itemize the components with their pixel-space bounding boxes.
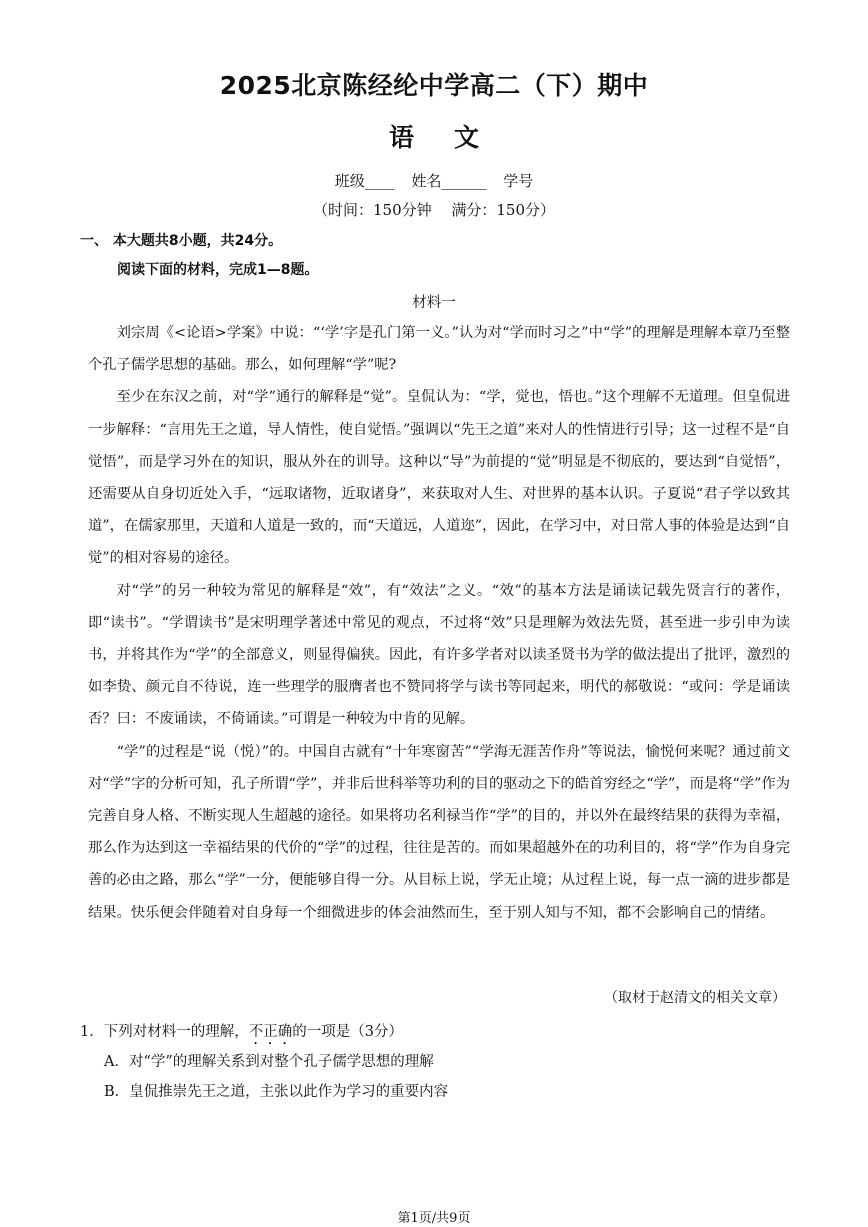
time-score-line: （时间：150分钟 满分：150分） <box>312 201 556 219</box>
page-number: 第1页/共9页 <box>397 1211 471 1226</box>
material-body <box>88 317 790 929</box>
id-field: 学号 <box>503 172 534 190</box>
material-title: 材料一 <box>412 295 456 311</box>
option-a: A．对“学”的理解关系到对整个孔子儒学思想的理解 <box>104 1054 434 1070</box>
material-source: （取材于赵清文的相关文章） <box>604 990 786 1006</box>
exam-title: 2025北京陈经纶中学高二（下）期中 <box>219 71 649 100</box>
class-field: 班级____ <box>334 172 395 190</box>
question-1-stem <box>80 1020 403 1048</box>
section-instruction: 阅读下面的材料，完成1—8题。 <box>117 262 319 278</box>
subject-title: 语文 <box>388 123 519 152</box>
paragraph: “学”的过程是“说（悦）”的。中国自古就有“十年寒窗苦”“学海无涯苦作舟”等说法，愉悦何来呢？通过前文对“学”字的分析可知，孔子所谓“学”，并非后世科举等功利的目的驱动之下的皓首穷经之“学”，而是将“学”作为完善自身人格、不断实现人生超越的途径。如果将功名利禄当作“学”的目的，并以外在最终结果的获得为幸福，那么作为达到这一幸福结果的代价的“学”的过程，往往是苦的。而如果超越外在的功利目的，将“学”作为自身完善的必由之路，那么“学”一分，便能够自得一分。从目标上说，学无止境；从过程上说，每一点一滴的进步都是结果。快乐便会伴随着对自身每一个细微进步的体会油然而生，至于别人知与不知，都不会影响自己的情绪。 <box>88 743 790 921</box>
question-prefix: 1．下列对材料一的理解， <box>80 1024 249 1040</box>
option-b: B．皇侃推崇先王之道，主张以此作为学习的重要内容 <box>104 1084 449 1100</box>
question-emphasis: 不正确 <box>248 1024 293 1040</box>
paragraph: 至少在东汉之前，对“学”通行的解释是“觉”。皇侃认为：“学，觉也，悟也。”这个理解不无道理。但皇侃进一步解释：“言用先王之道，导人情性，使自觉悟。”强调以“先王之道”来对人的性情进行引导；这一过程不是“自觉悟”，而是学习外在的知识，服从外在的训导。这种以“导”为前提的“觉”明显是不彻底的，要达到“自觉悟”，还需要从自身切近处入手，“远取诸物，近取诸身”，来获取对人生、对世界的基本认识。子夏说“君子学以致其道”，在儒家那里，天道和人道是一致的，而“天道远，人道迩”，因此，在学习中，对日常人事的体验是达到“自觉”的相对容易的途径。 <box>88 389 790 567</box>
paragraph: 刘宗周《<论语>学案》中说：“‘学’字是孔门第一义。”认为对“学而时习之”中“学”的理解是理解本章乃至整个孔子儒学思想的基础。那么，如何理解“学”呢? <box>88 325 790 374</box>
student-info-line <box>0 170 868 191</box>
section-heading: 一、 本大题共8小题，共24分。 <box>80 233 283 249</box>
question-suffix: 的一项是（3分） <box>292 1024 403 1040</box>
paragraph: 对“学”的另一种较为常见的解释是“效”，有“效法”之义。“效”的基本方法是诵读记载先贤言行的著作，即“读书”。“学谓读书”是宋明理学著述中常见的观点，不过将“效”只是理解为效法先贤，甚至进一步引申为读书，并将其作为“学”的全部意义，则显得偏狭。因此，有许多学者对以读圣贤书为学的做法提出了批评，激烈的如李贽、颜元自不待说，连一些理学的服膺者也不赞同将学与读书等同起来，明代的郝敬说：“或问：学是诵读否？曰：不废诵读，不倚诵读。”可谓是一种较为中肯的见解。 <box>88 582 790 728</box>
name-field: 姓名______ <box>411 172 487 190</box>
